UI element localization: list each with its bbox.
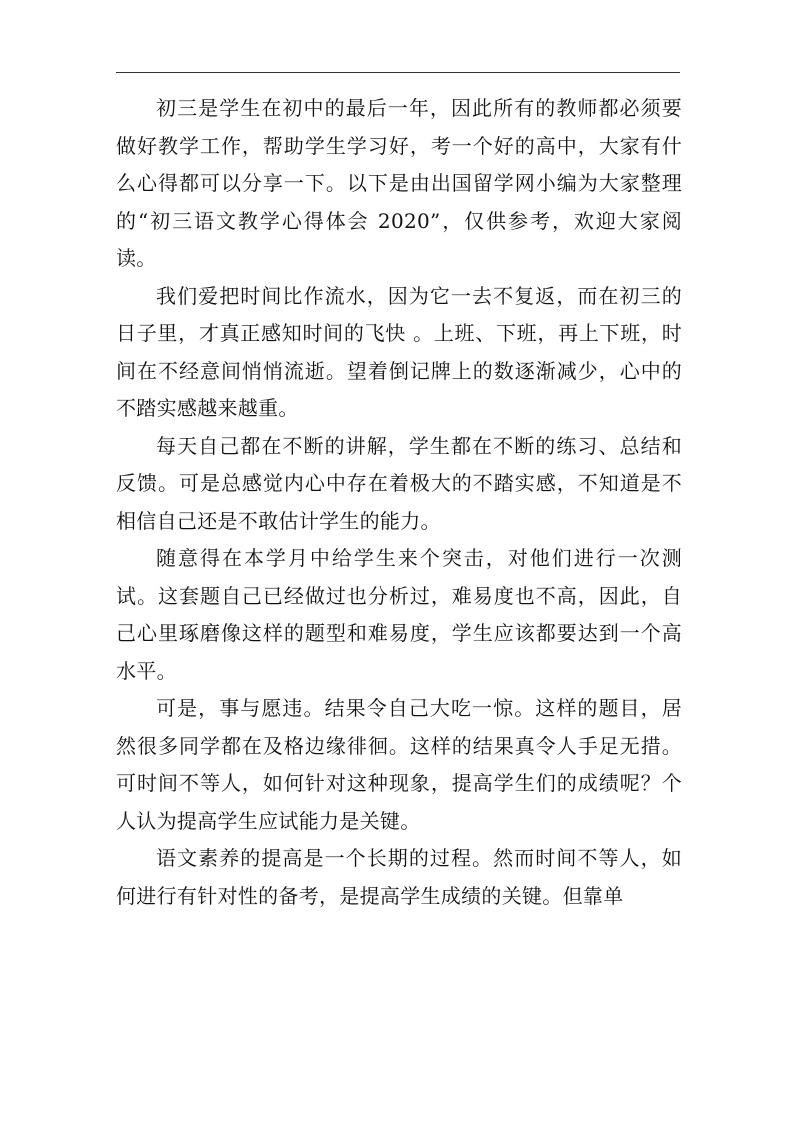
paragraph-3: 每天自己都在不断的讲解，学生都在不断的练习、总结和反馈。可是总感觉内心中存在着极大的不踏实感，不知道是不相信自己还是不敢估计学生的能力。 — [116, 433, 682, 533]
paragraph-4: 随意得在本学月中给学生来个突击，对他们进行一次测试。这套题自己已经做过也分析过，难易度也不高，因此，自己心里琢磨像这样的题型和难易度，学生应该都要达到一个高水平。 — [116, 546, 682, 683]
header-rule — [116, 72, 680, 73]
paragraph-5: 可是，事与愿违。结果令自己大吃一惊。这样的题目，居然很多同学都在及格边缘徘徊。这样的结果真令人手足无措。可时间不等人，如何针对这种现象，提高学生们的成绩呢？个人认为提高学生应试能力是关键。 — [116, 696, 682, 833]
document-body — [116, 90, 682, 915]
paragraph-1: 初三是学生在初中的最后一年，因此所有的教师都必须要做好教学工作，帮助学生学习好，考一个好的高中，大家有什么心得都可以分享一下。以下是由出国留学网小编为大家整理的“初三语文教学心得体会 2020”，仅供参考，欢迎大家阅读。 — [116, 96, 682, 270]
paragraph-6: 语文素养的提高是一个长期的过程。然而时间不等人，如何进行有针对性的备考，是提高学生成绩的关键。但靠单 — [116, 846, 682, 908]
paragraph-2: 我们爱把时间比作流水，因为它一去不复返，而在初三的日子里，才真正感知时间的飞快 。上班、下班，再上下班，时间在不经意间悄悄流逝。望着倒记牌上的数逐渐减少，心中的不踏实感越来越重。 — [116, 283, 682, 420]
